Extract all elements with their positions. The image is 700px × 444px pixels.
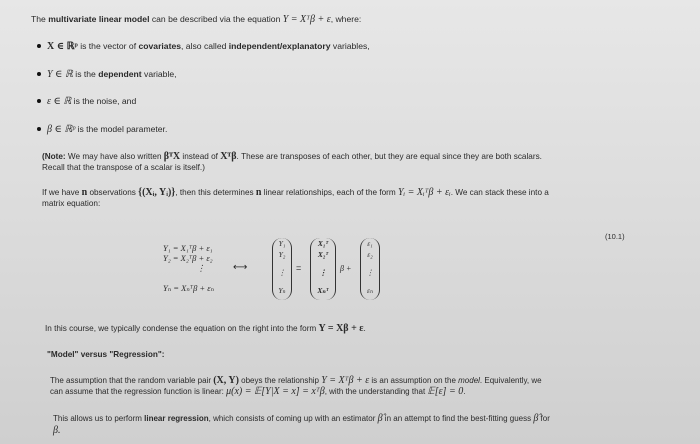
- matrix-cell: Xₙᵀ: [317, 286, 329, 295]
- bullet-bold: independent/explanatory: [228, 41, 331, 51]
- section-heading: "Model" versus "Regression":: [47, 350, 165, 359]
- assumption-italic: model: [458, 376, 480, 385]
- bullet-math: ε ∈ ℝ: [47, 96, 72, 107]
- matrix-cell: ⋮: [278, 268, 286, 277]
- final-text: , which consists of coming up with an estimator: [208, 414, 378, 423]
- matrix-cell: ε₁: [367, 239, 373, 248]
- assumption-text: obeys the relationship: [238, 376, 322, 385]
- final-text: for: [538, 414, 550, 423]
- matrix-cell: Yₙ: [278, 286, 286, 295]
- bullet-text: is the model parameter.: [75, 124, 168, 134]
- assumption-text: .: [463, 387, 466, 396]
- bullet-math: Y ∈ ℝ: [47, 69, 73, 80]
- obs-text: observations: [87, 188, 139, 197]
- observations-line-1: [42, 187, 549, 198]
- obs-text: If we have: [42, 188, 82, 197]
- final-math: β̂: [533, 413, 539, 424]
- note-bold: (Note:: [42, 152, 66, 161]
- assumption-text: can assume that the regression function is linear:: [50, 387, 227, 396]
- equivalence-arrow: ⟷: [233, 262, 248, 273]
- system-row: Y₁ = X₁ᵀβ + ε₁: [163, 243, 213, 253]
- bullet-text: is the noise, and: [71, 96, 137, 106]
- bullet-text: variables,: [330, 41, 370, 51]
- bullet-bold: covariates: [138, 41, 182, 51]
- assumption-math: Y = Xᵀβ + ε: [321, 375, 370, 386]
- assumption-math: 𝔼[ε] = 0: [427, 386, 464, 397]
- system-row: Y₂ = X₂ᵀβ + ε₂: [163, 253, 213, 263]
- final-math: β̂: [377, 413, 383, 424]
- matrix-cell: Y₂: [278, 250, 286, 259]
- final-text: This allows us to perform: [53, 414, 145, 423]
- intro-line: [31, 14, 361, 25]
- intro-text: The: [31, 14, 49, 24]
- assumption-text: The assumption that the random variable pair: [50, 376, 214, 385]
- matrix-cell: ⋮: [366, 268, 374, 277]
- note-line-2: Recall that the transpose of a scalar is itself.): [42, 163, 205, 172]
- obs-math: {(Xᵢ, Yᵢ)}: [138, 187, 176, 198]
- equation-number: (10.1): [605, 232, 625, 241]
- bullet-dependent: [37, 69, 177, 80]
- assumption-math: μ(x) = 𝔼[Y|X = x] = xᵀβ: [226, 386, 325, 397]
- obs-text: , then this determines: [175, 188, 256, 197]
- observations-line-2: matrix equation:: [42, 199, 101, 208]
- bullet-text: is the vector of: [77, 41, 139, 51]
- system-row: ⋮: [196, 263, 206, 273]
- final-text: in an attempt to find the best-fitting guess: [382, 414, 534, 423]
- intro-bold: multivariate linear model: [48, 14, 150, 24]
- matrix-cell: X₁ᵀ: [317, 239, 329, 248]
- condense-text: .: [363, 324, 366, 333]
- bullet-math: X ∈ ℝᵖ: [47, 41, 78, 52]
- system-row: Yₙ = Xₙᵀβ + εₙ: [163, 283, 215, 293]
- final-bold: linear regression: [144, 414, 209, 423]
- bullet-dot: [37, 44, 41, 48]
- assumption-text: , with the understanding that: [324, 387, 428, 396]
- bullet-text: is the: [72, 69, 99, 79]
- bullet-text: , also called: [181, 41, 229, 51]
- bullet-noise: [37, 96, 136, 107]
- bullet-parameter: [37, 124, 167, 135]
- matrix-Y: [272, 238, 292, 300]
- matrix-cell: ε₂: [367, 250, 373, 259]
- beta-plus: β +: [340, 264, 352, 273]
- condense-line: [45, 323, 366, 334]
- intro-equation: Y = Xᵀβ + ε: [282, 14, 331, 25]
- final-line-1: [53, 413, 550, 424]
- obs-text: . We can stack these into a: [450, 188, 549, 197]
- assumption-math: (X, Y): [213, 375, 239, 386]
- assumption-text: is an assumption on the: [369, 376, 459, 385]
- matrix-cell: ⋮: [319, 268, 327, 277]
- equals-sign: =: [296, 263, 302, 273]
- condense-text: In this course, we typically condense the equation on the right into the form: [45, 324, 319, 333]
- bullet-math: β ∈ ℝᵖ: [47, 124, 76, 135]
- bullet-dot: [37, 127, 41, 131]
- matrix-epsilon: [360, 238, 380, 300]
- note-text: We may have also written: [65, 152, 164, 161]
- note-line-1: [42, 151, 542, 162]
- matrix-cell: εₙ: [367, 286, 373, 295]
- note-text: . These are transposes of each other, but they are equal since they are both scalars.: [236, 152, 542, 161]
- note-math: βᵀX: [163, 151, 181, 162]
- bullet-dot: [37, 99, 41, 103]
- final-line-2: β.: [53, 425, 61, 436]
- intro-text-post: , where:: [330, 14, 362, 24]
- bullet-covariates: [37, 41, 370, 52]
- obs-text: linear relationships, each of the form: [261, 188, 398, 197]
- equation-system: [163, 243, 214, 293]
- bullet-text: variable,: [141, 69, 177, 79]
- assumption-text: . Equivalently, we: [479, 376, 542, 385]
- note-math: Xᵀβ: [220, 151, 237, 162]
- assumption-line-1: [50, 375, 542, 386]
- intro-text-mid: can be described via the equation: [149, 14, 283, 24]
- note-text: instead of: [180, 152, 221, 161]
- bullet-dot: [37, 72, 41, 76]
- obs-math: Yᵢ = Xᵢᵀβ + εᵢ: [397, 187, 451, 198]
- matrix-X: [310, 238, 336, 300]
- assumption-line-2: [50, 386, 465, 397]
- obs-math: n: [81, 187, 88, 198]
- obs-math: n: [255, 187, 262, 198]
- condense-math: Y = Xβ + ε: [318, 323, 364, 334]
- matrix-cell: X₂ᵀ: [317, 250, 329, 259]
- matrix-cell: Y₁: [278, 239, 286, 248]
- bullet-bold: dependent: [98, 69, 142, 79]
